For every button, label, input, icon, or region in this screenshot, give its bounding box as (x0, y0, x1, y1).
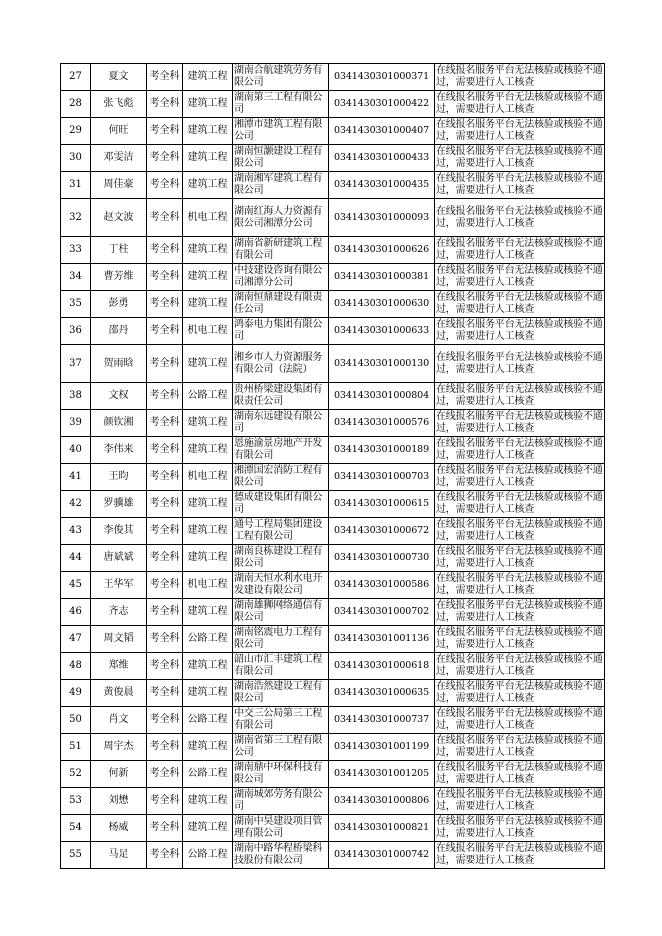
name-cell: 彭勇 (91, 291, 147, 318)
exam-type-cell: 考全科 (147, 199, 183, 237)
major-cell: 建筑工程 (183, 145, 233, 172)
company-cell: 湖南浩然建设工程有限公司 (233, 680, 329, 707)
major-cell: 建筑工程 (183, 291, 233, 318)
row-number-cell: 47 (61, 626, 91, 653)
table-row (61, 410, 605, 437)
review-note-cell: 在线报名服务平台无法核验或核验不通过，需要进行人工核查 (435, 437, 605, 464)
company-cell: 中技建设咨询有限公司湘潭分公司 (233, 264, 329, 291)
certificate-number-cell: 0341430301001205 (329, 761, 435, 788)
major-cell: 公路工程 (183, 761, 233, 788)
name-cell: 杨威 (91, 815, 147, 842)
table-row (61, 572, 605, 599)
name-cell: 唐斌斌 (91, 545, 147, 572)
certificate-number-cell: 0341430301000381 (329, 264, 435, 291)
row-number-cell: 34 (61, 264, 91, 291)
row-number-cell: 30 (61, 145, 91, 172)
name-cell: 刘懋 (91, 788, 147, 815)
table-row (61, 345, 605, 383)
name-cell: 夏文 (91, 64, 147, 91)
table-row (61, 815, 605, 842)
table-row (61, 437, 605, 464)
company-cell: 湖南雄狮网络通信有限公司 (233, 599, 329, 626)
review-note-cell: 在线报名服务平台无法核验或核验不通过，需要进行人工核查 (435, 626, 605, 653)
certificate-number-cell: 0341430301000804 (329, 383, 435, 410)
review-note-cell: 在线报名服务平台无法核验或核验不通过，需要进行人工核查 (435, 345, 605, 383)
company-cell: 中交三公局第三工程有限公司 (233, 707, 329, 734)
company-cell: 湖南合航建筑劳务有限公司 (233, 64, 329, 91)
exam-type-cell: 考全科 (147, 842, 183, 869)
exam-type-cell: 考全科 (147, 64, 183, 91)
row-number-cell: 33 (61, 237, 91, 264)
row-number-cell: 38 (61, 383, 91, 410)
certificate-number-cell: 0341430301000806 (329, 788, 435, 815)
exam-type-cell: 考全科 (147, 518, 183, 545)
certificate-number-cell: 0341430301000702 (329, 599, 435, 626)
certificate-number-cell: 0341430301000615 (329, 491, 435, 518)
review-note-cell: 在线报名服务平台无法核验或核验不通过，需要进行人工核查 (435, 599, 605, 626)
exam-type-cell: 考全科 (147, 572, 183, 599)
major-cell: 机电工程 (183, 572, 233, 599)
exam-type-cell: 考全科 (147, 91, 183, 118)
table-row (61, 653, 605, 680)
exam-type-cell: 考全科 (147, 680, 183, 707)
table-row (61, 383, 605, 410)
review-note-cell: 在线报名服务平台无法核验或核验不通过，需要进行人工核查 (435, 572, 605, 599)
row-number-cell: 39 (61, 410, 91, 437)
exam-type-cell: 考全科 (147, 545, 183, 572)
table-row (61, 318, 605, 345)
company-cell: 湘乡市人力资源服务有限公司（法院） (233, 345, 329, 383)
major-cell: 建筑工程 (183, 64, 233, 91)
row-number-cell: 31 (61, 172, 91, 199)
table-row (61, 491, 605, 518)
certificate-number-cell: 0341430301000737 (329, 707, 435, 734)
review-note-cell: 在线报名服务平台无法核验或核验不通过，需要进行人工核查 (435, 64, 605, 91)
row-number-cell: 55 (61, 842, 91, 869)
major-cell: 建筑工程 (183, 91, 233, 118)
name-cell: 周文韬 (91, 626, 147, 653)
certificate-number-cell: 0341430301000618 (329, 653, 435, 680)
name-cell: 黄俊晨 (91, 680, 147, 707)
name-cell: 丁柱 (91, 237, 147, 264)
exam-type-cell: 考全科 (147, 383, 183, 410)
certificate-number-cell: 0341430301000626 (329, 237, 435, 264)
certificate-number-cell: 0341430301000130 (329, 345, 435, 383)
table-row (61, 91, 605, 118)
name-cell: 郑维 (91, 653, 147, 680)
review-note-cell: 在线报名服务平台无法核验或核验不通过，需要进行人工核查 (435, 118, 605, 145)
name-cell: 文权 (91, 383, 147, 410)
exam-type-cell: 考全科 (147, 145, 183, 172)
exam-type-cell: 考全科 (147, 761, 183, 788)
name-cell: 赵文波 (91, 199, 147, 237)
exam-type-cell: 考全科 (147, 172, 183, 199)
company-cell: 湖南第三工程有限公司 (233, 91, 329, 118)
name-cell: 李俊其 (91, 518, 147, 545)
row-number-cell: 36 (61, 318, 91, 345)
name-cell: 何新 (91, 761, 147, 788)
exam-type-cell: 考全科 (147, 118, 183, 145)
major-cell: 建筑工程 (183, 653, 233, 680)
review-note-cell: 在线报名服务平台无法核验或核验不通过，需要进行人工核查 (435, 815, 605, 842)
company-cell: 湖南恒灏建设工程有限公司 (233, 145, 329, 172)
review-note-cell: 在线报名服务平台无法核验或核验不通过，需要进行人工核查 (435, 383, 605, 410)
applicant-table (60, 63, 605, 869)
company-cell: 湖南东远建设有限公司 (233, 410, 329, 437)
table-row (61, 518, 605, 545)
exam-type-cell: 考全科 (147, 626, 183, 653)
row-number-cell: 52 (61, 761, 91, 788)
company-cell: 湖南湘军建筑工程有限公司 (233, 172, 329, 199)
company-cell: 湖南良栋建设工程有限公司 (233, 545, 329, 572)
name-cell: 王昀 (91, 464, 147, 491)
certificate-number-cell: 0341430301000093 (329, 199, 435, 237)
major-cell: 公路工程 (183, 842, 233, 869)
major-cell: 建筑工程 (183, 734, 233, 761)
table-row (61, 237, 605, 264)
review-note-cell: 在线报名服务平台无法核验或核验不通过，需要进行人工核查 (435, 91, 605, 118)
review-note-cell: 在线报名服务平台无法核验或核验不通过，需要进行人工核查 (435, 761, 605, 788)
table-row (61, 734, 605, 761)
review-note-cell: 在线报名服务平台无法核验或核验不通过，需要进行人工核查 (435, 291, 605, 318)
major-cell: 机电工程 (183, 318, 233, 345)
exam-type-cell: 考全科 (147, 707, 183, 734)
row-number-cell: 37 (61, 345, 91, 383)
table-row (61, 599, 605, 626)
company-cell: 湖南红海人力资源有限公司湘潭分公司 (233, 199, 329, 237)
major-cell: 机电工程 (183, 199, 233, 237)
name-cell: 齐志 (91, 599, 147, 626)
table-row (61, 145, 605, 172)
table-row (61, 761, 605, 788)
exam-type-cell: 考全科 (147, 410, 183, 437)
name-cell: 周佳豪 (91, 172, 147, 199)
company-cell: 德成建设集团有限公司 (233, 491, 329, 518)
name-cell: 王华军 (91, 572, 147, 599)
major-cell: 建筑工程 (183, 788, 233, 815)
major-cell: 建筑工程 (183, 172, 233, 199)
major-cell: 公路工程 (183, 626, 233, 653)
table-row (61, 545, 605, 572)
table-row (61, 680, 605, 707)
row-number-cell: 40 (61, 437, 91, 464)
certificate-number-cell: 0341430301000703 (329, 464, 435, 491)
certificate-number-cell: 0341430301001199 (329, 734, 435, 761)
company-cell: 湖南天恒水利水电开发建设有限公司 (233, 572, 329, 599)
certificate-number-cell: 0341430301000635 (329, 680, 435, 707)
major-cell: 建筑工程 (183, 815, 233, 842)
review-note-cell: 在线报名服务平台无法核验或核验不通过，需要进行人工核查 (435, 145, 605, 172)
major-cell: 建筑工程 (183, 345, 233, 383)
review-note-cell: 在线报名服务平台无法核验或核验不通过，需要进行人工核查 (435, 410, 605, 437)
company-cell: 湖南铭震电力工程有限公司 (233, 626, 329, 653)
certificate-number-cell: 0341430301000576 (329, 410, 435, 437)
name-cell: 邵丹 (91, 318, 147, 345)
table-row (61, 707, 605, 734)
exam-type-cell: 考全科 (147, 599, 183, 626)
name-cell: 贺雨晗 (91, 345, 147, 383)
exam-type-cell: 考全科 (147, 464, 183, 491)
certificate-number-cell: 0341430301000407 (329, 118, 435, 145)
name-cell: 马足 (91, 842, 147, 869)
company-cell: 鸿泰电力集团有限公司 (233, 318, 329, 345)
certificate-number-cell: 0341430301000586 (329, 572, 435, 599)
company-cell: 恩施渝景房地产开发有限公司 (233, 437, 329, 464)
major-cell: 建筑工程 (183, 491, 233, 518)
row-number-cell: 46 (61, 599, 91, 626)
row-number-cell: 53 (61, 788, 91, 815)
company-cell: 贵州桥梁建设集团有限责任公司 (233, 383, 329, 410)
table-row (61, 64, 605, 91)
review-note-cell: 在线报名服务平台无法核验或核验不通过，需要进行人工核查 (435, 707, 605, 734)
major-cell: 建筑工程 (183, 545, 233, 572)
table-row (61, 118, 605, 145)
certificate-number-cell: 0341430301001136 (329, 626, 435, 653)
certificate-number-cell: 0341430301000189 (329, 437, 435, 464)
name-cell: 颜钦湘 (91, 410, 147, 437)
name-cell: 邓雯洁 (91, 145, 147, 172)
exam-type-cell: 考全科 (147, 437, 183, 464)
row-number-cell: 49 (61, 680, 91, 707)
certificate-number-cell: 0341430301000672 (329, 518, 435, 545)
exam-type-cell: 考全科 (147, 291, 183, 318)
exam-type-cell: 考全科 (147, 653, 183, 680)
exam-type-cell: 考全科 (147, 264, 183, 291)
exam-type-cell: 考全科 (147, 815, 183, 842)
major-cell: 建筑工程 (183, 264, 233, 291)
major-cell: 建筑工程 (183, 518, 233, 545)
table-row (61, 264, 605, 291)
review-note-cell: 在线报名服务平台无法核验或核验不通过，需要进行人工核查 (435, 788, 605, 815)
certificate-number-cell: 0341430301000730 (329, 545, 435, 572)
review-note-cell: 在线报名服务平台无法核验或核验不通过，需要进行人工核查 (435, 518, 605, 545)
row-number-cell: 42 (61, 491, 91, 518)
company-cell: 湖南中路华程桥梁科技股份有限公司 (233, 842, 329, 869)
exam-type-cell: 考全科 (147, 237, 183, 264)
major-cell: 公路工程 (183, 383, 233, 410)
certificate-number-cell: 0341430301000435 (329, 172, 435, 199)
certificate-number-cell: 0341430301000742 (329, 842, 435, 869)
major-cell: 建筑工程 (183, 437, 233, 464)
company-cell: 湖南省新研建筑工程有限公司 (233, 237, 329, 264)
company-cell: 通号工程局集团建设工程有限公司 (233, 518, 329, 545)
certificate-number-cell: 0341430301000433 (329, 145, 435, 172)
company-cell: 湖南中昊建设项目管理有限公司 (233, 815, 329, 842)
company-cell: 湘潭市建筑工程有限公司 (233, 118, 329, 145)
review-note-cell: 在线报名服务平台无法核验或核验不通过，需要进行人工核查 (435, 545, 605, 572)
major-cell: 建筑工程 (183, 410, 233, 437)
review-note-cell: 在线报名服务平台无法核验或核验不通过，需要进行人工核查 (435, 237, 605, 264)
table-row (61, 199, 605, 237)
table-body (61, 64, 605, 869)
major-cell: 建筑工程 (183, 599, 233, 626)
row-number-cell: 29 (61, 118, 91, 145)
name-cell: 张飞彪 (91, 91, 147, 118)
exam-type-cell: 考全科 (147, 788, 183, 815)
review-note-cell: 在线报名服务平台无法核验或核验不通过，需要进行人工核查 (435, 491, 605, 518)
name-cell: 肖文 (91, 707, 147, 734)
major-cell: 公路工程 (183, 707, 233, 734)
name-cell: 周宇杰 (91, 734, 147, 761)
exam-type-cell: 考全科 (147, 734, 183, 761)
row-number-cell: 48 (61, 653, 91, 680)
major-cell: 建筑工程 (183, 118, 233, 145)
row-number-cell: 50 (61, 707, 91, 734)
review-note-cell: 在线报名服务平台无法核验或核验不通过，需要进行人工核查 (435, 734, 605, 761)
certificate-number-cell: 0341430301000422 (329, 91, 435, 118)
review-note-cell: 在线报名服务平台无法核验或核验不通过，需要进行人工核查 (435, 464, 605, 491)
certificate-number-cell: 0341430301000371 (329, 64, 435, 91)
table-row (61, 842, 605, 869)
row-number-cell: 45 (61, 572, 91, 599)
company-cell: 韶山市汇丰建筑工程有限公司 (233, 653, 329, 680)
row-number-cell: 35 (61, 291, 91, 318)
row-number-cell: 54 (61, 815, 91, 842)
company-cell: 湖南城郊劳务有限公司 (233, 788, 329, 815)
exam-type-cell: 考全科 (147, 345, 183, 383)
major-cell: 建筑工程 (183, 680, 233, 707)
row-number-cell: 41 (61, 464, 91, 491)
exam-type-cell: 考全科 (147, 491, 183, 518)
exam-type-cell: 考全科 (147, 318, 183, 345)
table-row (61, 464, 605, 491)
table-row (61, 788, 605, 815)
row-number-cell: 27 (61, 64, 91, 91)
row-number-cell: 28 (61, 91, 91, 118)
major-cell: 建筑工程 (183, 237, 233, 264)
table-row (61, 626, 605, 653)
certificate-number-cell: 0341430301000821 (329, 815, 435, 842)
table-row (61, 291, 605, 318)
company-cell: 湖南恒鼎建设有限责任公司 (233, 291, 329, 318)
review-note-cell: 在线报名服务平台无法核验或核验不通过，需要进行人工核查 (435, 842, 605, 869)
company-cell: 湖南省第三工程有限公司 (233, 734, 329, 761)
name-cell: 曹芳维 (91, 264, 147, 291)
row-number-cell: 51 (61, 734, 91, 761)
major-cell: 机电工程 (183, 464, 233, 491)
review-note-cell: 在线报名服务平台无法核验或核验不通过，需要进行人工核查 (435, 199, 605, 237)
company-cell: 湘潭国宏消防工程有限公司 (233, 464, 329, 491)
row-number-cell: 44 (61, 545, 91, 572)
name-cell: 李伟来 (91, 437, 147, 464)
review-note-cell: 在线报名服务平台无法核验或核验不通过，需要进行人工核查 (435, 318, 605, 345)
name-cell: 何旺 (91, 118, 147, 145)
review-note-cell: 在线报名服务平台无法核验或核验不通过，需要进行人工核查 (435, 680, 605, 707)
row-number-cell: 32 (61, 199, 91, 237)
review-note-cell: 在线报名服务平台无法核验或核验不通过，需要进行人工核查 (435, 172, 605, 199)
review-note-cell: 在线报名服务平台无法核验或核验不通过，需要进行人工核查 (435, 653, 605, 680)
certificate-number-cell: 0341430301000633 (329, 318, 435, 345)
name-cell: 罗骥雄 (91, 491, 147, 518)
company-cell: 湖南鼎中环保科技有限公司 (233, 761, 329, 788)
certificate-number-cell: 0341430301000630 (329, 291, 435, 318)
row-number-cell: 43 (61, 518, 91, 545)
table-row (61, 172, 605, 199)
review-note-cell: 在线报名服务平台无法核验或核验不通过，需要进行人工核查 (435, 264, 605, 291)
